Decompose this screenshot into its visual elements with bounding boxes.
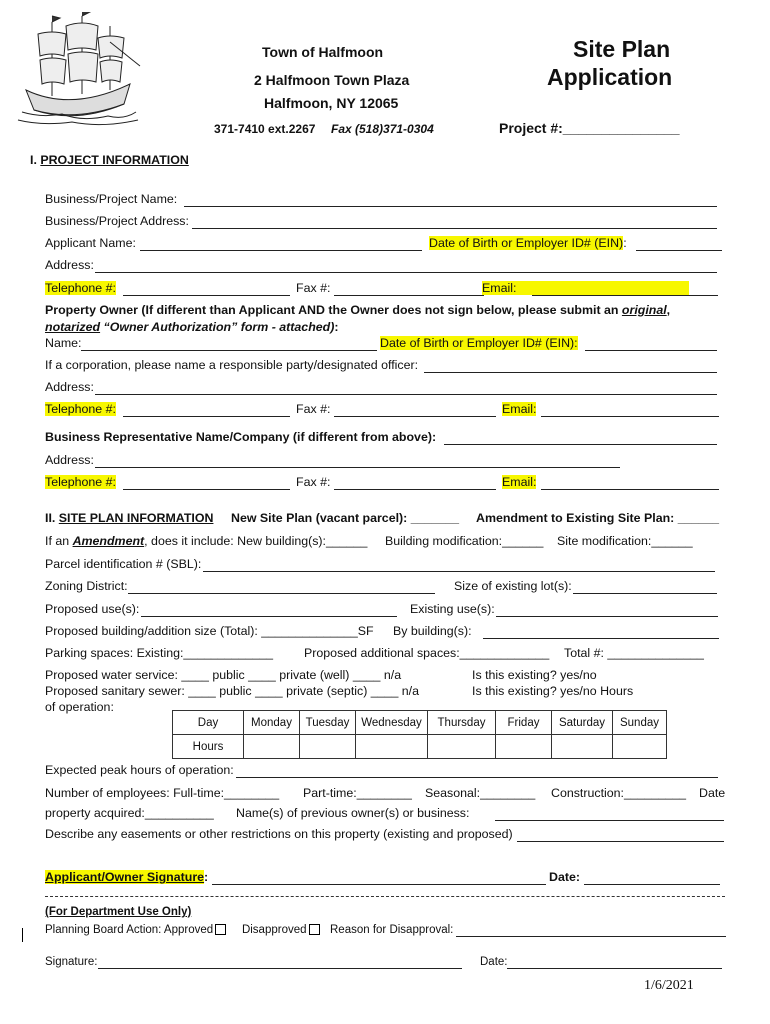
town-address-1: 2 Halfmoon Town Plaza xyxy=(254,72,410,88)
date-word: Date xyxy=(699,786,726,800)
by-building-field[interactable] xyxy=(483,638,719,639)
hours-monday[interactable] xyxy=(244,735,300,759)
new-site-plan-field[interactable]: New Site Plan (vacant parcel): _______ xyxy=(231,511,459,525)
revision-date: 1/6/2021 xyxy=(644,978,694,993)
day-friday: Friday xyxy=(496,711,552,735)
existing-use-field[interactable] xyxy=(496,616,718,617)
email-field-3[interactable] xyxy=(541,489,719,490)
department-date-label: Date: xyxy=(480,956,508,968)
parcel-label: Parcel identification # (SBL): xyxy=(45,557,202,571)
sanitary-sewer-field[interactable]: Proposed sanitary sewer: ____ public ____ private (septic) ____ n/a xyxy=(45,684,420,698)
applicant-signature-label xyxy=(45,870,208,884)
reason-field[interactable] xyxy=(456,936,726,937)
sewer-existing-field[interactable]: Is this existing? yes/no Hours xyxy=(472,684,634,698)
peak-hours-label: Expected peak hours of operation: xyxy=(45,763,234,777)
address-field-2[interactable] xyxy=(95,394,717,395)
section-2-heading xyxy=(45,511,213,525)
property-acquired-field[interactable]: property acquired:__________ xyxy=(45,806,214,820)
property-owner-line-1 xyxy=(45,303,670,317)
section-1-number: I. xyxy=(30,153,41,167)
dob-ein-label-1: Date of Birth or Employer ID# (EIN): xyxy=(429,236,627,250)
proposed-use-label: Proposed use(s): xyxy=(45,602,140,616)
by-building-label: By building(s): xyxy=(393,624,472,638)
peak-hours-field[interactable] xyxy=(236,777,718,778)
project-number-field[interactable]: Project #:_______________ xyxy=(499,120,680,136)
dob-ein-field-2[interactable] xyxy=(585,350,717,351)
site-modification-field[interactable]: Site modification:______ xyxy=(557,534,693,548)
business-rep-label: Business Representative Name/Company (if different from above): xyxy=(45,430,437,444)
applicant-signature-text: Applicant/Owner Signature xyxy=(45,870,205,884)
day-monday: Monday xyxy=(244,711,300,735)
department-use-heading: (For Department Use Only) xyxy=(45,906,192,918)
business-name-field[interactable] xyxy=(184,206,717,207)
parking-existing-field[interactable]: Parking spaces: Existing:_____________ xyxy=(45,646,274,660)
dob-ein-field-1[interactable] xyxy=(636,250,722,251)
day-tuesday: Tuesday xyxy=(300,711,356,735)
telephone-field-2[interactable] xyxy=(123,416,290,417)
disapproved-label: Disapproved xyxy=(241,924,307,936)
hours-of-operation-table xyxy=(172,710,667,759)
town-phone: 371-7410 ext.2267 xyxy=(214,122,316,136)
fax-field-3[interactable] xyxy=(334,489,496,490)
telephone-label-2: Telephone #: xyxy=(45,402,116,416)
fax-label-2: Fax #: xyxy=(296,402,331,416)
telephone-label-3: Telephone #: xyxy=(45,475,116,489)
building-modification-field[interactable]: Building modification:______ xyxy=(385,534,544,548)
owner-notarized: notarized xyxy=(45,320,101,334)
zoning-field[interactable] xyxy=(128,593,435,594)
fax-label-1: Fax #: xyxy=(296,281,331,295)
easements-field[interactable] xyxy=(517,841,724,842)
fax-label-3: Fax #: xyxy=(296,475,331,489)
section-2-title: SITE PLAN INFORMATION xyxy=(58,511,214,525)
approved-checkbox[interactable] xyxy=(215,924,226,935)
signature-colon: : xyxy=(204,870,209,884)
hours-row xyxy=(173,735,667,759)
owner-name-label: Name: xyxy=(45,336,82,350)
lot-size-field[interactable] xyxy=(573,593,717,594)
parking-total-field[interactable]: Total #: ______________ xyxy=(564,646,704,660)
planning-action-label xyxy=(45,924,323,936)
hours-tuesday[interactable] xyxy=(300,735,356,759)
parking-additional-field[interactable]: Proposed additional spaces:_____________ xyxy=(304,646,550,660)
day-header: Day xyxy=(173,711,244,735)
business-address-field[interactable] xyxy=(192,228,717,229)
department-date-field[interactable] xyxy=(507,968,722,969)
property-owner-line-2 xyxy=(45,320,339,334)
days-row xyxy=(173,711,667,735)
day-thursday: Thursday xyxy=(428,711,496,735)
easements-label: Describe any easements or other restrictions on this property (existing and proposed) xyxy=(45,827,513,841)
email-label-2: Email: xyxy=(502,402,537,416)
reason-label: Reason for Disapproval: xyxy=(330,924,454,936)
section-1-title: PROJECT INFORMATION xyxy=(40,153,189,167)
section-1-heading xyxy=(30,153,189,167)
title-site-plan: Site Plan xyxy=(573,36,671,62)
applicant-name-label: Applicant Name: xyxy=(45,236,136,250)
hours-sunday[interactable] xyxy=(613,735,667,759)
owner-original: original xyxy=(621,303,667,317)
owner-instructions-a: Property Owner (If different than Applicant AND the Owner does not sign below, please submit an xyxy=(45,303,622,317)
town-address-2: Halfmoon, NY 12065 xyxy=(264,95,399,111)
amendment-question xyxy=(45,534,367,548)
address-label-2: Address: xyxy=(45,380,94,394)
email-label-3: Email: xyxy=(502,475,537,489)
town-fax: Fax (518)371-0304 xyxy=(331,122,434,136)
section-2-number: II. xyxy=(45,511,59,525)
fax-field-1[interactable] xyxy=(334,295,484,296)
telephone-field-1[interactable] xyxy=(123,295,290,296)
business-name-label: Business/Project Name: xyxy=(45,192,178,206)
water-service-field[interactable]: Proposed water service: ____ public ____ private (well) ____ n/a xyxy=(45,668,402,682)
business-rep-field[interactable] xyxy=(444,444,717,445)
if-an: If an xyxy=(45,534,73,548)
applicant-name-field[interactable] xyxy=(140,250,422,251)
cursor-mark xyxy=(22,928,23,942)
signature-date-field[interactable] xyxy=(584,884,720,885)
zoning-label: Zoning District: xyxy=(45,579,128,593)
owner-colon: : xyxy=(334,320,339,334)
of-operation-label: of operation: xyxy=(45,700,114,714)
amendment-site-plan-field[interactable]: Amendment to Existing Site Plan: ______ xyxy=(476,511,720,525)
email-label-1 xyxy=(482,281,689,295)
amendment-word: Amendment xyxy=(72,534,145,548)
day-saturday: Saturday xyxy=(552,711,613,735)
hours-thursday[interactable] xyxy=(428,735,496,759)
email-text-1: Email: xyxy=(482,281,517,295)
telephone-field-3[interactable] xyxy=(123,489,290,490)
building-size-field[interactable]: Proposed building/addition size (Total): ______________SF xyxy=(45,624,374,638)
business-address-label: Business/Project Address: xyxy=(45,214,189,228)
department-signature-label: Signature: xyxy=(45,956,98,968)
dob-ein-text-1: Date of Birth or Employer ID# (EIN) xyxy=(429,236,624,250)
day-sunday: Sunday xyxy=(613,711,667,735)
previous-owners-field[interactable] xyxy=(495,820,724,821)
telephone-label-1: Telephone #: xyxy=(45,281,116,295)
employees-parttime-field[interactable]: Part-time:________ xyxy=(303,786,412,800)
existing-use-label: Existing use(s): xyxy=(410,602,495,616)
department-signature-field[interactable] xyxy=(98,968,462,969)
signature-date-label: Date: xyxy=(549,870,580,884)
department-divider xyxy=(45,896,725,897)
ship-logo xyxy=(12,12,144,130)
email-field-2[interactable] xyxy=(541,416,719,417)
town-name: Town of Halfmoon xyxy=(262,44,384,60)
employees-fulltime-field[interactable]: Number of employees: Full-time:________ xyxy=(45,786,280,800)
lot-size-label: Size of existing lot(s): xyxy=(454,579,572,593)
address-label-1: Address: xyxy=(45,258,94,272)
owner-name-field[interactable] xyxy=(81,350,377,351)
applicant-signature-field[interactable] xyxy=(212,884,546,885)
address-field-1[interactable] xyxy=(95,272,717,273)
hours-friday[interactable] xyxy=(496,735,552,759)
approved-label: Planning Board Action: Approved xyxy=(45,924,214,936)
dob-ein-label-2: Date of Birth or Employer ID# (EIN): xyxy=(380,336,578,350)
day-wednesday: Wednesday xyxy=(356,711,428,735)
proposed-use-field[interactable] xyxy=(141,616,397,617)
email-field-1[interactable] xyxy=(532,295,718,296)
owner-comma: , xyxy=(666,303,671,317)
owner-authorization: “Owner Authorization” form - attached) xyxy=(100,320,335,334)
disapproved-checkbox[interactable] xyxy=(309,924,320,935)
new-building-field[interactable]: , does it include: New building(s):______ xyxy=(144,534,368,548)
hours-header: Hours xyxy=(173,735,244,759)
employees-seasonal-field[interactable]: Seasonal:________ xyxy=(425,786,536,800)
address-label-3: Address: xyxy=(45,453,94,467)
previous-owners-label: Name(s) of previous owner(s) or business: xyxy=(236,806,470,820)
hours-wednesday[interactable] xyxy=(356,735,428,759)
water-existing-field[interactable]: Is this existing? yes/no xyxy=(472,668,597,682)
corporation-field[interactable] xyxy=(424,372,717,373)
parcel-field[interactable] xyxy=(203,571,715,572)
hours-saturday[interactable] xyxy=(552,735,613,759)
fax-field-2[interactable] xyxy=(334,416,496,417)
employees-construction-field[interactable]: Construction:_________ xyxy=(551,786,687,800)
title-application: Application xyxy=(547,64,673,90)
corporation-label: If a corporation, please name a responsible party/designated officer: xyxy=(45,358,419,372)
address-field-3[interactable] xyxy=(95,467,620,468)
